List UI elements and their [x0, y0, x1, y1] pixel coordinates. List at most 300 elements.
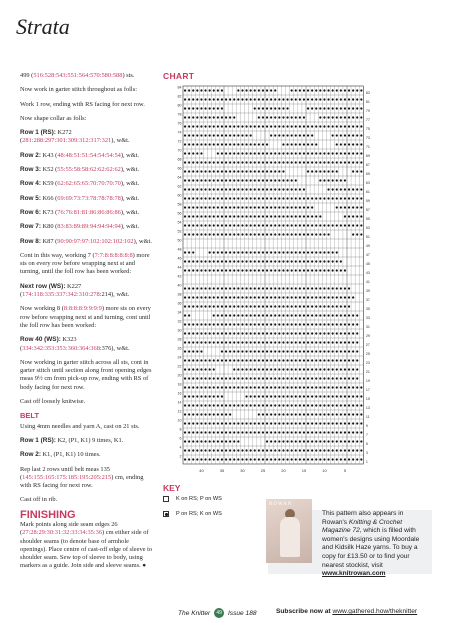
key-label: K on RS; P on WS	[176, 496, 222, 502]
purl-stitch-dot	[348, 314, 350, 316]
purl-stitch-dot	[327, 188, 329, 190]
purl-stitch-dot	[336, 404, 338, 406]
purl-stitch-dot	[225, 125, 227, 127]
purl-stitch-dot	[209, 341, 211, 343]
purl-stitch-dot	[184, 368, 186, 370]
purl-stitch-dot	[336, 449, 338, 451]
purl-stitch-dot	[229, 386, 231, 388]
purl-stitch-dot	[295, 206, 297, 208]
purl-stitch-dot	[196, 215, 198, 217]
purl-stitch-dot	[200, 395, 202, 397]
purl-stitch-dot	[360, 116, 362, 118]
purl-stitch-dot	[184, 215, 186, 217]
purl-stitch-dot	[323, 152, 325, 154]
purl-stitch-dot	[254, 458, 256, 460]
purl-stitch-dot	[266, 458, 268, 460]
instruction-paragraph	[20, 166, 156, 174]
purl-stitch-dot	[217, 296, 219, 298]
purl-stitch-dot	[356, 422, 358, 424]
purl-stitch-dot	[319, 368, 321, 370]
purl-stitch-dot	[319, 449, 321, 451]
purl-stitch-dot	[295, 296, 297, 298]
purl-stitch-dot	[327, 404, 329, 406]
purl-stitch-dot	[270, 89, 272, 91]
purl-stitch-dot	[262, 449, 264, 451]
purl-stitch-dot	[270, 386, 272, 388]
instruction-text: Work 1 row, ending with RS facing for next row.	[20, 100, 145, 108]
purl-stitch-dot	[319, 125, 321, 127]
purl-stitch-dot	[340, 314, 342, 316]
purl-stitch-dot	[217, 323, 219, 325]
purl-stitch-dot	[332, 413, 334, 415]
purl-stitch-dot	[217, 188, 219, 190]
purl-stitch-dot	[237, 161, 239, 163]
purl-stitch-dot	[217, 359, 219, 361]
purl-stitch-dot	[323, 179, 325, 181]
footer-issue	[178, 608, 257, 618]
purl-stitch-dot	[311, 413, 313, 415]
purl-stitch-dot	[356, 215, 358, 217]
purl-stitch-dot	[192, 179, 194, 181]
row-label-odd: 11	[365, 415, 370, 419]
purl-stitch-dot	[299, 152, 301, 154]
purl-stitch-dot	[278, 431, 280, 433]
row-label-odd: 53	[365, 226, 370, 230]
purl-stitch-dot	[184, 116, 186, 118]
purl-stitch-dot	[225, 440, 227, 442]
purl-stitch-dot	[250, 449, 252, 451]
purl-stitch-dot	[295, 179, 297, 181]
purl-stitch-dot	[348, 305, 350, 307]
purl-stitch-dot	[204, 323, 206, 325]
purl-stitch-dot	[209, 332, 211, 334]
purl-stitch-dot	[229, 413, 231, 415]
purl-stitch-dot	[241, 368, 243, 370]
purl-stitch-dot	[340, 107, 342, 109]
purl-stitch-dot	[237, 350, 239, 352]
purl-stitch-dot	[262, 377, 264, 379]
purl-stitch-dot	[315, 161, 317, 163]
purl-stitch-dot	[258, 125, 260, 127]
purl-stitch-dot	[311, 386, 313, 388]
purl-stitch-dot	[258, 287, 260, 289]
purl-stitch-dot	[348, 197, 350, 199]
purl-stitch-dot	[291, 323, 293, 325]
key-item-purl	[163, 511, 222, 517]
purl-stitch-dot	[270, 107, 272, 109]
purl-stitch-dot	[307, 323, 309, 325]
purl-stitch-dot	[307, 260, 309, 262]
purl-stitch-dot	[278, 440, 280, 442]
size-values: 281:288:297:301:309:312:317:321	[22, 137, 112, 145]
purl-stitch-dot	[233, 116, 235, 118]
purl-stitch-dot	[188, 89, 190, 91]
purl-stitch-dot	[221, 386, 223, 388]
purl-stitch-dot	[299, 431, 301, 433]
column-label: 25	[260, 468, 266, 473]
purl-stitch-dot	[250, 314, 252, 316]
instruction-text: K66 (	[40, 194, 58, 202]
purl-stitch-dot	[299, 125, 301, 127]
purl-stitch-dot	[360, 152, 362, 154]
purl-stitch-dot	[307, 89, 309, 91]
purl-stitch-dot	[282, 440, 284, 442]
column-label: 15	[301, 468, 307, 473]
size-values: 8:8:8:8:9:9:9:9	[63, 305, 102, 313]
purl-stitch-dot	[217, 251, 219, 253]
purl-stitch-dot	[270, 413, 272, 415]
purl-stitch-dot	[270, 197, 272, 199]
purl-stitch-dot	[348, 395, 350, 397]
purl-stitch-dot	[262, 368, 264, 370]
purl-stitch-dot	[209, 143, 211, 145]
promo-segment: , which is filled with women's designs using Moordale and Kidsilk Haze yarns. To buy a copy for £13.50 or to find your nearest stockist, visit	[322, 527, 420, 569]
purl-stitch-dot	[291, 116, 293, 118]
purl-stitch-dot	[241, 197, 243, 199]
purl-stitch-dot	[225, 341, 227, 343]
row-label-even: 72	[177, 139, 182, 144]
instruction-text: ) cm either side of shoulder seams (to denote base of armhole openings). Place centre of cast-off edge of sleeve to shoulder seam. Sew top of sleeve to body, using markers as a guide. Join side and sleeve seams. ●	[20, 529, 153, 570]
purl-stitch-dot	[311, 260, 313, 262]
purl-stitch-dot	[270, 350, 272, 352]
purl-stitch-dot	[233, 215, 235, 217]
purl-stitch-dot	[184, 134, 186, 136]
purl-stitch-dot	[327, 116, 329, 118]
purl-stitch-dot	[295, 395, 297, 397]
purl-stitch-dot	[237, 431, 239, 433]
purl-stitch-dot	[282, 260, 284, 262]
purl-stitch-dot	[270, 233, 272, 235]
purl-stitch-dot	[196, 395, 198, 397]
purl-stitch-dot	[270, 440, 272, 442]
instruction-paragraph	[20, 451, 156, 459]
purl-stitch-dot	[262, 386, 264, 388]
purl-stitch-dot	[213, 287, 215, 289]
row-label-odd: 75	[365, 127, 370, 131]
purl-stitch-dot	[303, 440, 305, 442]
purl-stitch-dot	[348, 98, 350, 100]
purl-stitch-dot	[241, 260, 243, 262]
purl-stitch-dot	[225, 161, 227, 163]
instruction-text: K59 (	[40, 180, 58, 188]
purl-stitch-dot	[221, 125, 223, 127]
purl-stitch-dot	[344, 449, 346, 451]
purl-stitch-dot	[336, 116, 338, 118]
purl-stitch-dot	[274, 431, 276, 433]
purl-stitch-dot	[286, 224, 288, 226]
purl-stitch-dot	[352, 188, 354, 190]
purl-stitch-dot	[213, 170, 215, 172]
purl-stitch-dot	[274, 368, 276, 370]
purl-stitch-dot	[286, 107, 288, 109]
purl-stitch-dot	[209, 125, 211, 127]
purl-stitch-dot	[241, 386, 243, 388]
row-label-even: 74	[177, 130, 182, 135]
purl-stitch-dot	[282, 296, 284, 298]
purl-stitch-dot	[327, 422, 329, 424]
purl-stitch-dot	[209, 395, 211, 397]
purl-stitch-dot	[245, 341, 247, 343]
purl-stitch-dot	[250, 206, 252, 208]
purl-stitch-dot	[340, 422, 342, 424]
purl-stitch-dot	[295, 431, 297, 433]
purl-stitch-dot	[319, 233, 321, 235]
purl-stitch-dot	[204, 161, 206, 163]
purl-stitch-dot	[217, 152, 219, 154]
purl-stitch-dot	[233, 368, 235, 370]
purl-stitch-dot	[254, 233, 256, 235]
purl-stitch-dot	[196, 224, 198, 226]
row-label-odd: 37	[365, 298, 370, 302]
purl-stitch-dot	[352, 323, 354, 325]
purl-stitch-dot	[258, 251, 260, 253]
purl-stitch-dot	[344, 296, 346, 298]
purl-stitch-dot	[299, 341, 301, 343]
purl-stitch-dot	[241, 305, 243, 307]
purl-stitch-dot	[336, 269, 338, 271]
purl-stitch-dot	[213, 368, 215, 370]
purl-stitch-dot	[262, 143, 264, 145]
purl-stitch-dot	[340, 188, 342, 190]
purl-stitch-dot	[184, 206, 186, 208]
purl-stitch-dot	[282, 377, 284, 379]
purl-stitch-dot	[356, 314, 358, 316]
purl-stitch-dot	[352, 296, 354, 298]
purl-stitch-dot	[295, 125, 297, 127]
purl-stitch-dot	[315, 350, 317, 352]
purl-stitch-dot	[360, 134, 362, 136]
purl-stitch-dot	[323, 350, 325, 352]
purl-stitch-dot	[295, 422, 297, 424]
purl-stitch-dot	[262, 251, 264, 253]
purl-stitch-dot	[311, 197, 313, 199]
purl-stitch-dot	[266, 125, 268, 127]
instruction-text: Now working 8 (	[20, 305, 64, 313]
purl-stitch-dot	[278, 368, 280, 370]
purl-stitch-dot	[303, 89, 305, 91]
purl-stitch-dot	[286, 341, 288, 343]
purl-stitch-dot	[336, 125, 338, 127]
purl-stitch-dot	[254, 107, 256, 109]
purl-stitch-dot	[299, 458, 301, 460]
purl-stitch-dot	[282, 314, 284, 316]
purl-stitch-dot	[278, 287, 280, 289]
purl-stitch-dot	[340, 368, 342, 370]
purl-stitch-dot	[258, 314, 260, 316]
instruction-paragraph	[20, 72, 156, 80]
purl-stitch-dot	[204, 368, 206, 370]
purl-stitch-dot	[344, 143, 346, 145]
subscribe-link[interactable]: www.gathered.how/theknitter	[332, 608, 418, 615]
purl-stitch-dot	[233, 458, 235, 460]
purl-stitch-dot	[209, 197, 211, 199]
purl-stitch-dot	[237, 89, 239, 91]
purl-stitch-dot	[192, 89, 194, 91]
subscribe-label: Subscribe now at	[276, 608, 333, 615]
purl-stitch-dot	[241, 332, 243, 334]
row-label-odd: 81	[365, 100, 370, 104]
purl-stitch-dot	[266, 296, 268, 298]
purl-stitch-dot	[188, 449, 190, 451]
purl-stitch-dot	[319, 431, 321, 433]
purl-stitch-dot	[250, 287, 252, 289]
purl-stitch-dot	[192, 116, 194, 118]
purl-stitch-dot	[356, 341, 358, 343]
purl-stitch-dot	[332, 314, 334, 316]
purl-stitch-dot	[254, 251, 256, 253]
row-label-even: 52	[177, 229, 182, 234]
purl-stitch-dot	[245, 152, 247, 154]
purl-stitch-dot	[229, 323, 231, 325]
purl-stitch-dot	[188, 233, 190, 235]
purl-stitch-dot	[241, 251, 243, 253]
purl-stitch-dot	[348, 404, 350, 406]
purl-stitch-dot	[278, 296, 280, 298]
row-label-even: 54	[177, 220, 182, 225]
purl-stitch-dot	[241, 449, 243, 451]
purl-stitch-dot	[200, 440, 202, 442]
purl-stitch-dot	[204, 224, 206, 226]
purl-stitch-dot	[356, 323, 358, 325]
purl-stitch-dot	[254, 269, 256, 271]
purl-stitch-dot	[344, 107, 346, 109]
purl-stitch-dot	[262, 350, 264, 352]
purl-stitch-dot	[184, 377, 186, 379]
purl-stitch-dot	[311, 107, 313, 109]
purl-stitch-dot	[217, 395, 219, 397]
purl-stitch-dot	[311, 404, 313, 406]
purl-stitch-dot	[221, 296, 223, 298]
purl-stitch-dot	[348, 116, 350, 118]
purl-stitch-dot	[323, 341, 325, 343]
purl-stitch-dot	[233, 386, 235, 388]
purl-stitch-dot	[348, 206, 350, 208]
purl-stitch-dot	[204, 116, 206, 118]
purl-stitch-dot	[250, 197, 252, 199]
purl-stitch-dot	[184, 314, 186, 316]
row-label-odd: 43	[365, 271, 370, 275]
purl-stitch-dot	[266, 341, 268, 343]
purl-stitch-dot	[344, 395, 346, 397]
instruction-paragraph	[20, 398, 156, 406]
purl-stitch-dot	[213, 440, 215, 442]
purl-stitch-dot	[327, 395, 329, 397]
purl-stitch-dot	[332, 332, 334, 334]
purl-stitch-dot	[200, 404, 202, 406]
purl-stitch-dot	[311, 296, 313, 298]
purl-stitch-dot	[188, 377, 190, 379]
promo-text	[322, 510, 430, 579]
purl-stitch-dot	[184, 323, 186, 325]
purl-stitch-dot	[336, 359, 338, 361]
purl-stitch-dot	[319, 350, 321, 352]
purl-stitch-dot	[344, 386, 346, 388]
row-label: Row 40 (WS):	[20, 336, 61, 344]
purl-stitch-dot	[241, 188, 243, 190]
purl-stitch-dot	[315, 449, 317, 451]
purl-stitch-dot	[241, 404, 243, 406]
purl-stitch-dot	[188, 323, 190, 325]
purl-stitch-dot	[307, 107, 309, 109]
row-label-odd: 3	[365, 451, 368, 455]
purl-stitch-dot	[295, 260, 297, 262]
purl-stitch-dot	[319, 224, 321, 226]
purl-stitch-dot	[336, 332, 338, 334]
purl-stitch-dot	[233, 359, 235, 361]
purl-stitch-dot	[209, 170, 211, 172]
row-label-even: 64	[177, 175, 182, 180]
row-label-even: 82	[177, 94, 182, 99]
row-label-odd: 61	[365, 190, 370, 194]
purl-stitch-dot	[262, 404, 264, 406]
purl-stitch-dot	[225, 296, 227, 298]
stockist-link[interactable]: www.knitrowan.com	[322, 570, 386, 578]
purl-stitch-dot	[307, 215, 309, 217]
purl-stitch-dot	[221, 449, 223, 451]
purl-stitch-dot	[274, 332, 276, 334]
purl-stitch-dot	[241, 89, 243, 91]
purl-stitch-dot	[262, 89, 264, 91]
purl-stitch-dot	[274, 422, 276, 424]
purl-stitch-dot	[307, 170, 309, 172]
purl-stitch-dot	[213, 386, 215, 388]
purl-stitch-dot	[262, 233, 264, 235]
purl-stitch-dot	[196, 377, 198, 379]
purl-stitch-dot	[340, 269, 342, 271]
purl-stitch-dot	[225, 179, 227, 181]
purl-stitch-dot	[250, 395, 252, 397]
purl-stitch-dot	[274, 233, 276, 235]
purl-stitch-dot	[352, 134, 354, 136]
purl-stitch-dot	[213, 314, 215, 316]
purl-stitch-dot	[184, 125, 186, 127]
purl-stitch-dot	[184, 386, 186, 388]
purl-stitch-dot	[344, 125, 346, 127]
purl-stitch-dot	[209, 305, 211, 307]
purl-stitch-dot	[344, 359, 346, 361]
purl-stitch-dot	[221, 170, 223, 172]
row-label-odd: 65	[365, 172, 370, 176]
purl-stitch-dot	[188, 179, 190, 181]
purl-stitch-dot	[221, 323, 223, 325]
purl-stitch-dot	[348, 161, 350, 163]
purl-stitch-dot	[307, 440, 309, 442]
purl-stitch-dot	[319, 260, 321, 262]
purl-stitch-dot	[196, 233, 198, 235]
purl-stitch-dot	[213, 179, 215, 181]
purl-stitch-dot	[303, 377, 305, 379]
purl-stitch-dot	[233, 206, 235, 208]
purl-stitch-dot	[233, 287, 235, 289]
purl-stitch-dot	[258, 188, 260, 190]
purl-stitch-dot	[254, 341, 256, 343]
purl-stitch-dot	[233, 422, 235, 424]
row-label-even: 22	[177, 364, 182, 369]
purl-stitch-dot	[299, 359, 301, 361]
purl-stitch-dot	[307, 134, 309, 136]
purl-stitch-dot	[266, 116, 268, 118]
purl-stitch-dot	[209, 251, 211, 253]
purl-stitch-dot	[336, 143, 338, 145]
purl-stitch-dot	[327, 287, 329, 289]
purl-stitch-dot	[229, 377, 231, 379]
purl-stitch-dot	[192, 188, 194, 190]
purl-stitch-dot	[200, 431, 202, 433]
column-label: 20	[281, 468, 286, 473]
purl-stitch-dot	[323, 305, 325, 307]
purl-stitch-dot	[188, 305, 190, 307]
size-values: 334:342:353:353:360:364:368	[22, 344, 100, 352]
